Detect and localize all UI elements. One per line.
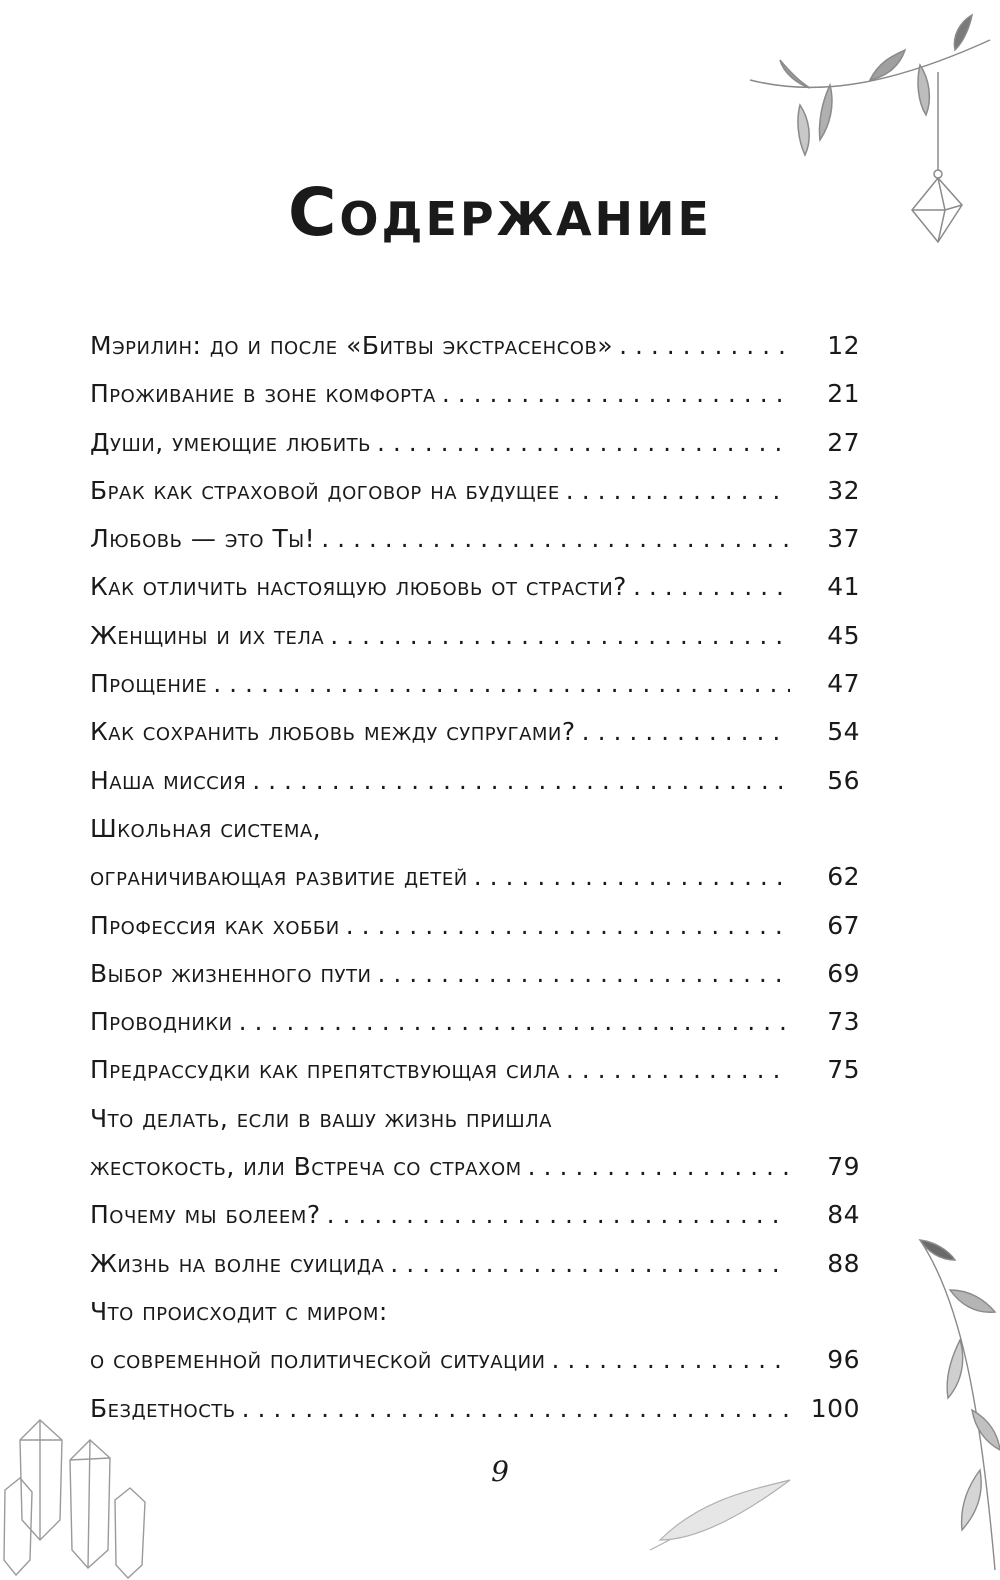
- toc-entry-title: Выбор жизненного пути: [90, 958, 372, 988]
- toc-entry[interactable]: [90, 419, 860, 467]
- dot-leader: [330, 612, 790, 660]
- toc-entry-title: Что делать, если в вашу жизнь пришла: [90, 1103, 552, 1133]
- dot-leader: [619, 322, 790, 370]
- toc-entry-title: Мэрилин: до и после «Битвы экстрасенсов»: [90, 331, 614, 360]
- dot-leader: [321, 515, 790, 563]
- toc-entry-page: 73: [827, 1007, 860, 1037]
- toc-entry-title: Профессия как хобби: [90, 910, 340, 940]
- toc-line: [90, 612, 860, 660]
- toc-line: [90, 805, 860, 853]
- toc-line: [90, 419, 860, 467]
- dot-leader: [566, 467, 790, 515]
- toc-line: [90, 1095, 860, 1143]
- toc-entry-title: Что происходит с миром:: [90, 1296, 388, 1326]
- dot-leader: [242, 1385, 790, 1433]
- toc-entry-title: Как сохранить любовь между супругами?: [90, 717, 576, 747]
- toc-entry-title: Наша миссия: [90, 765, 247, 795]
- dot-leader: [327, 1191, 790, 1239]
- toc-entry-page: 45: [827, 620, 860, 650]
- toc-entry-page: 12: [827, 331, 860, 360]
- toc-entry-page: 69: [827, 958, 860, 988]
- toc-entry[interactable]: [90, 660, 860, 708]
- toc-entry-page: 62: [827, 862, 860, 892]
- toc-entry[interactable]: [90, 1288, 860, 1385]
- toc-entry[interactable]: [90, 1240, 860, 1288]
- toc-entry-title: о современной политической ситуации: [90, 1345, 546, 1375]
- toc-entry[interactable]: [90, 708, 860, 756]
- toc-line: [90, 370, 860, 418]
- toc-entry-title: Предрассудки как препятствующая сила: [90, 1055, 560, 1085]
- toc-line: [90, 1143, 860, 1191]
- toc-line: [90, 950, 860, 998]
- toc-entry[interactable]: [90, 1385, 860, 1433]
- toc-entry-page: 27: [827, 427, 860, 457]
- toc-entry-title: Женщины и их тела: [90, 620, 325, 650]
- toc-entry-title: Брак как страховой договор на будущее: [90, 475, 560, 505]
- toc-entry-page: 32: [827, 475, 860, 505]
- toc-entry-page: 56: [827, 765, 860, 795]
- toc-entry[interactable]: [90, 902, 860, 950]
- toc-entry-page: 75: [827, 1055, 860, 1085]
- toc-entry-page: 37: [827, 524, 860, 554]
- dot-leader: [390, 1240, 790, 1288]
- table-of-contents: [90, 322, 860, 1433]
- dot-leader: [377, 419, 790, 467]
- toc-line: [90, 1336, 860, 1384]
- toc-line: [90, 1240, 860, 1288]
- dot-leader: [474, 853, 790, 901]
- toc-entry[interactable]: [90, 805, 860, 902]
- toc-line: [90, 902, 860, 950]
- toc-line: [90, 322, 860, 370]
- toc-entry-page: 54: [827, 717, 860, 747]
- toc-entry-page: 21: [827, 379, 860, 409]
- dot-leader: [582, 708, 790, 756]
- toc-entry[interactable]: [90, 1191, 860, 1239]
- dot-leader: [633, 563, 790, 611]
- page-title: Содержание: [288, 174, 712, 251]
- toc-entry[interactable]: [90, 757, 860, 805]
- dot-leader: [552, 1336, 791, 1384]
- toc-line: [90, 467, 860, 515]
- toc-entry-title: Школьная система,: [90, 813, 322, 843]
- toc-entry-title: Почему мы болеем?: [90, 1200, 321, 1230]
- toc-entry-page: 79: [827, 1152, 860, 1182]
- toc-entry-page: 41: [827, 572, 860, 602]
- toc-entry-page: 84: [827, 1200, 860, 1230]
- toc-line: [90, 515, 860, 563]
- page-number: 9: [491, 1455, 509, 1488]
- toc-entry-title: Души, умеющие любить: [90, 427, 372, 457]
- toc-entry-page: 67: [827, 910, 860, 940]
- toc-entry-title: ограничивающая развитие детей: [90, 862, 468, 892]
- toc-entry[interactable]: [90, 322, 860, 370]
- toc-entry-title: Прощение: [90, 669, 208, 699]
- toc-entry-title: Проживание в зоне комфорта: [90, 379, 436, 409]
- toc-line: [90, 563, 860, 611]
- toc-entry-page: 88: [827, 1248, 860, 1278]
- toc-entry-title: Проводники: [90, 1007, 233, 1037]
- toc-line: [90, 853, 860, 901]
- toc-entry[interactable]: [90, 612, 860, 660]
- toc-entry-title: Любовь — это Ты!: [90, 524, 316, 554]
- dot-leader: [442, 370, 790, 418]
- toc-entry-title: Бездетность: [90, 1393, 236, 1423]
- toc-entry-page: 100: [810, 1393, 860, 1423]
- toc-line: [90, 708, 860, 756]
- toc-entry[interactable]: [90, 563, 860, 611]
- toc-entry-page: 47: [827, 669, 860, 699]
- toc-entry-title: Как отличить настоящую любовь от страсти?: [90, 572, 627, 602]
- toc-entry[interactable]: [90, 515, 860, 563]
- toc-line: [90, 757, 860, 805]
- toc-line: [90, 1385, 860, 1433]
- toc-entry-page: 96: [827, 1345, 860, 1375]
- toc-entry-title: Жизнь на волне суицида: [90, 1248, 385, 1278]
- toc-entry[interactable]: [90, 370, 860, 418]
- toc-entry[interactable]: [90, 950, 860, 998]
- toc-line: [90, 1046, 860, 1094]
- toc-entry[interactable]: [90, 998, 860, 1046]
- toc-entry-title: жестокость, или Встреча со страхом: [90, 1152, 522, 1182]
- toc-line: [90, 998, 860, 1046]
- toc-line: [90, 1288, 860, 1336]
- dot-leader: [377, 950, 790, 998]
- toc-line: [90, 1191, 860, 1239]
- toc-entry[interactable]: [90, 1046, 860, 1094]
- toc-entry[interactable]: [90, 467, 860, 515]
- dot-leader: [528, 1143, 790, 1191]
- toc-entry[interactable]: [90, 1095, 860, 1192]
- dot-leader: [252, 757, 790, 805]
- dot-leader: [239, 998, 790, 1046]
- dot-leader: [213, 660, 790, 708]
- leaf-branch-icon: [900, 1220, 1000, 1580]
- toc-line: [90, 660, 860, 708]
- dot-leader: [346, 902, 790, 950]
- dot-leader: [566, 1046, 790, 1094]
